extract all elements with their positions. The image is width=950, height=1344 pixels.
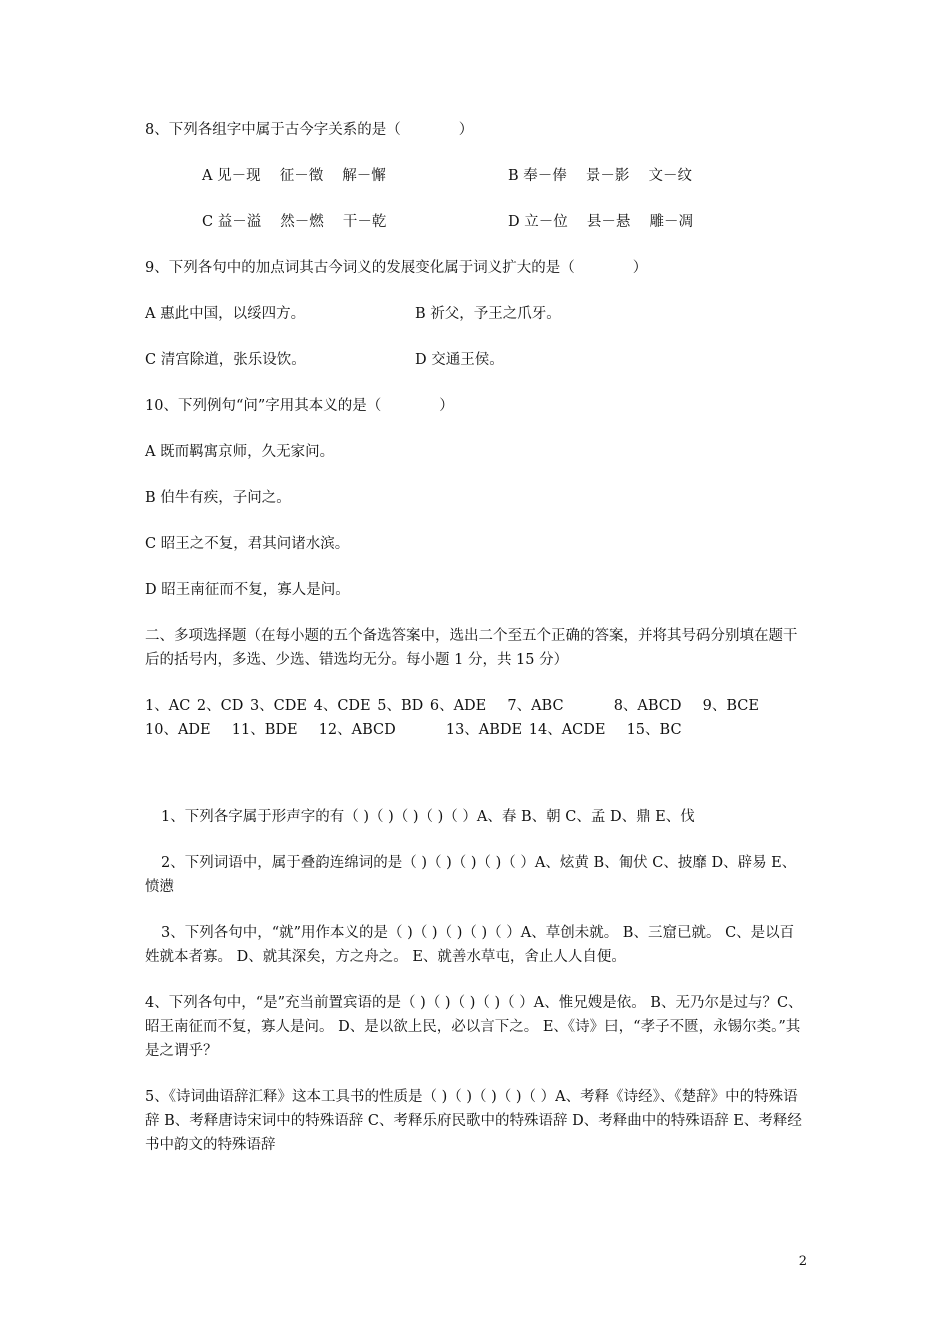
question-8-option-a: A 见－现 征－徵 解－懈 — [202, 168, 386, 184]
question-10-option-a: A 既而羁寓京师，久无家问。 — [145, 444, 335, 460]
question-8-options-row-2 — [145, 210, 807, 234]
question-8-option-d: D 立－位 县－悬 雕－凋 — [508, 214, 693, 230]
question-10-option-d: D 昭王南征而不复，寡人是问。 — [145, 582, 350, 598]
question-9-option-c: C 清宫除道，张乐设饮。 — [145, 352, 306, 368]
question-9-option-a: A 惠此中国，以绥四方。 — [145, 306, 306, 322]
question-9-option-d: D 交通王侯。 — [415, 352, 504, 368]
question-9-option-b: B 祈父，予王之爪牙。 — [415, 306, 561, 322]
page-number: 2 — [798, 1254, 807, 1269]
question-9-options-row-1 — [145, 302, 807, 326]
question-9-stem: 9、下列各句中的加点词其古今词义的发展变化属于词义扩大的是（ ） — [145, 260, 648, 276]
question-10-option-b: B 伯牛有疾，子问之。 — [145, 490, 291, 506]
multi-question-2: 2、下列词语中，属于叠韵连绵词的是（ )（ )（ )（ )（ ）A、炫黄 B、匍伏 C、披靡 D、辟易 E、愤懑 — [145, 855, 797, 895]
multi-question-1: 1、下列各字属于形声字的有（ )（ )（ )（ )（ ）A、春 B、朝 C、孟 D、鼎 E、伐 — [161, 809, 695, 825]
multi-question-3: 3、下列各句中，“就”用作本义的是（ )（ )（ )（ )（ ）A、草创未就。 B、三窟已就。 C、是以百姓就本者寡。 D、就其深矣，方之舟之。 E、就善水草屯，舍止人人自便。 — [145, 925, 795, 965]
question-9-options-row-2 — [145, 348, 807, 372]
question-8-option-b: B 奉－俸 景－影 文－纹 — [508, 168, 692, 184]
multi-question-4: 4、下列各句中，“是”充当前置宾语的是（ )（ )（ )（ )（ ）A、惟兄嫂是依。 B、无乃尔是过与？C、昭王南征而不复，寡人是问。 D、是以欲上民，必以言下之。 E、《诗》曰，“孝子不匮，永锡尔类。”其是之谓乎？ — [145, 995, 803, 1059]
question-10-stem: 10、下列例句“问”字用其本义的是（ ） — [145, 398, 454, 414]
question-10-option-c: C 昭王之不复，君其问诸水滨。 — [145, 536, 350, 552]
multi-question-5: 5、《诗词曲语辞汇释》这本工具书的性质是（ )（ )（ )（ )（ ）A、考释《诗经》、《楚辞》中的特殊语辞 B、考释唐诗宋词中的特殊语辞 C、考释乐府民歌中的特殊语辞 D、考释曲中的特殊语辞 E、考释经书中韵文的特殊语辞 — [145, 1089, 802, 1153]
question-8-options-row-1 — [145, 164, 807, 188]
question-8-stem: 8、下列各组字中属于古今字关系的是（ ） — [145, 122, 474, 138]
question-8-option-c: C 益－溢 然－燃 干－乾 — [202, 214, 387, 230]
section-2-answers: 1、AC 2、CD 3、CDE 4、CDE 5、BD 6、ADE 7、ABC 8、ABCD 9、BCE 10、ADE 11、BDE 12、ABCD 13、ABDE 14、ACDE 15、BC — [145, 698, 781, 738]
section-2-heading: 二、多项选择题（在每小题的五个备选答案中，选出二个至五个正确的答案，并将其号码分别填在题干后的括号内，多选、少选、错选均无分。每小题 1 分，共 15 分） — [145, 628, 798, 668]
